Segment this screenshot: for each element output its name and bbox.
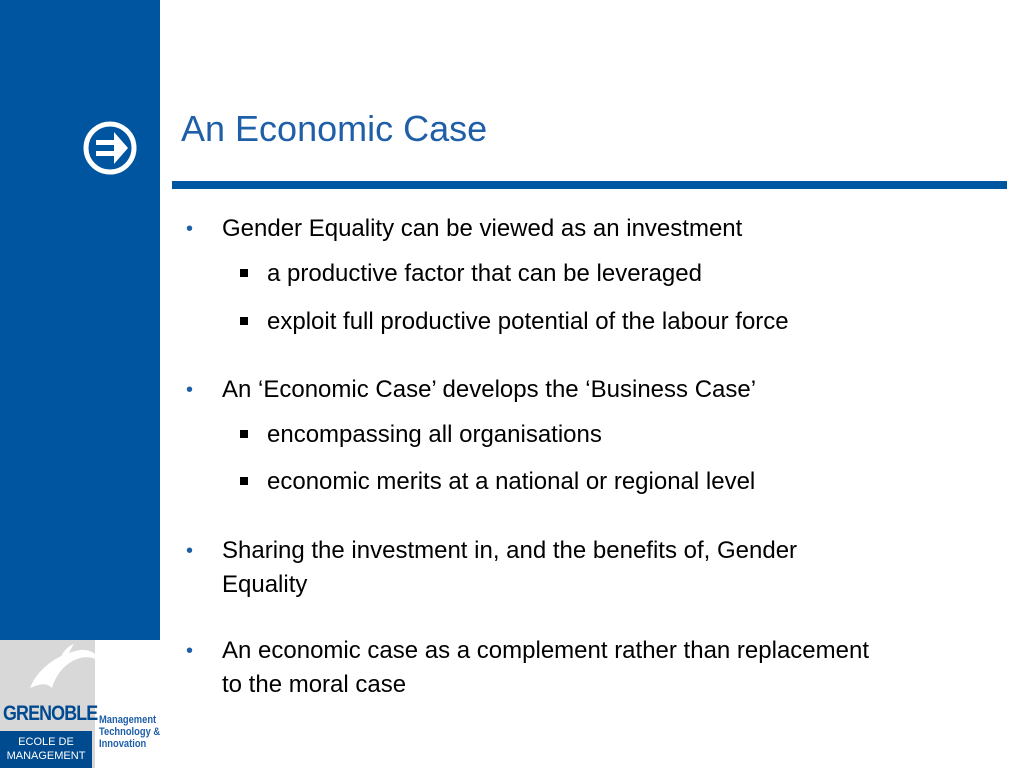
sub-bullet-item: [267, 305, 789, 339]
sub-bullet-item: [267, 257, 702, 291]
school-logo: [0, 640, 170, 768]
bullet-item-continuation: [222, 568, 307, 602]
square-bullet-icon: [240, 269, 248, 277]
bullet-text-line1: An economic case as a complement rather than replacement: [222, 637, 870, 664]
logo-tag-line2: Technology &: [99, 726, 161, 738]
sub-bullet-text: encompassing all organisations: [267, 421, 602, 448]
sub-bullet-text: a productive factor that can be leveraged: [267, 260, 702, 287]
logo-box-line2: MANAGEMENT: [6, 750, 86, 762]
sub-bullet-text: exploit full productive potential of the labour force: [267, 308, 789, 335]
bullet-item: [186, 534, 798, 568]
bullet-text: Gender Equality can be viewed as an investment: [222, 215, 743, 242]
square-bullet-icon: [240, 477, 248, 485]
bullet-item: [186, 373, 757, 407]
sub-bullet-item: [267, 418, 602, 452]
bullet-dot-icon: •: [186, 379, 194, 401]
bullet-item: [186, 634, 870, 668]
bullet-dot-icon: •: [186, 640, 194, 662]
bullet-text-line2: to the moral case: [222, 671, 407, 698]
logo-name: GRENOBLE: [3, 702, 98, 725]
square-bullet-icon: [240, 430, 248, 438]
bullet-text-line1: Sharing the investment in, and the benefits of, Gender: [222, 537, 798, 564]
sub-bullet-item: [267, 465, 755, 499]
logo-tag-line1: Management: [99, 714, 157, 726]
bullet-item: [186, 212, 743, 246]
dolphin-icon: [0, 640, 95, 700]
bullet-dot-icon: •: [186, 540, 194, 562]
bullet-dot-icon: •: [186, 218, 194, 240]
square-bullet-icon: [240, 317, 248, 325]
logo-box: [0, 731, 92, 768]
bullet-item-continuation: [222, 668, 406, 702]
bullet-text: An ‘Economic Case’ develops the ‘Business Case’: [222, 376, 757, 403]
bullet-text-line2: Equality: [222, 571, 308, 598]
slide-title: An Economic Case: [181, 108, 488, 149]
logo-box-line1: ECOLE DE: [18, 736, 74, 748]
sub-bullet-text: economic merits at a national or regional level: [267, 468, 756, 495]
logo-tag-line3: Innovation: [99, 738, 147, 750]
logo-tagline: [99, 714, 163, 750]
